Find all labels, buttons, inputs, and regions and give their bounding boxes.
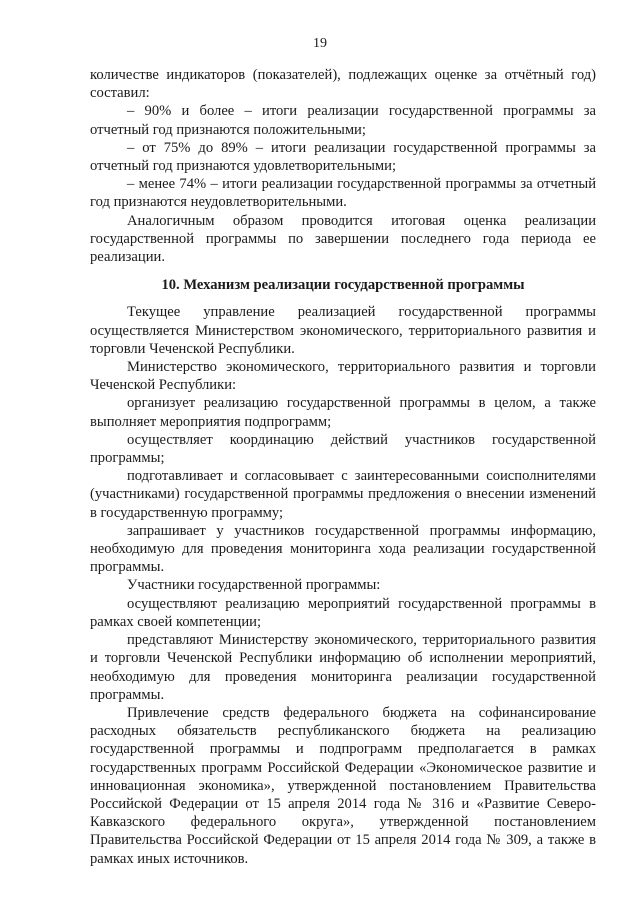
paragraph-current-management: Текущее управление реализацией государственной программы осуществляется Министерством экономического, территориального развития и торговли Чеченской Республики. xyxy=(90,304,596,357)
section-heading: 10. Механизм реализации государственной программы xyxy=(161,277,525,294)
ministry-duty-requests: запрашивает у участников государственной программы информацию, необходимую для проведения мониторинга хода реализации государственной программы. xyxy=(90,522,596,576)
paragraph-participants-intro: Участники государственной программы: xyxy=(127,577,381,594)
paragraph-ministry-intro: Министерство экономического, территориального развития и торговли Чеченской Республики: xyxy=(90,359,596,394)
participants-duty-implement: осуществляют реализацию мероприятий государственной программы в рамках своей компетенции; xyxy=(90,595,596,630)
paragraph-continuation: количестве индикаторов (показателей), подлежащих оценке за отчётный год) составил: xyxy=(90,67,596,102)
page-body xyxy=(90,66,596,868)
list-item-unsatisfactory: – менее 74% – итоги реализации государственной программы за отчетный год признаются неудовлетворительными. xyxy=(90,176,596,211)
page-number: 19 xyxy=(313,36,327,51)
list-item-positive: – 90% и более – итоги реализации государственной программы за отчетный год признаются положительными; xyxy=(90,103,596,138)
paragraph-final-assessment: Аналогичным образом проводится итоговая оценка реализации государственной программы по завершении последнего года периода ее реализации. xyxy=(90,212,596,266)
participants-duty-report: представляют Министерству экономического, территориального развития и торговли Чеченской Республики информацию об исполнении мероприятий, необходимую для проведения мониторинга реализации государственной программы. xyxy=(90,632,596,703)
list-item-satisfactory: – от 75% до 89% – итоги реализации государственной программы за отчетный год признаются удовлетворительными; xyxy=(90,139,596,175)
ministry-duty-coordinates: осуществляет координацию действий участников государственной программы; xyxy=(90,431,596,467)
paragraph-federal-funding: Привлечение средств федерального бюджета на софинансирование расходных обязательств республиканского бюджета на реализацию государственной программы и подпрограмм предполагается в рамках государственных программ Российской Федерации «Экономическое развитие и инновационная экономика», утвержденной постановлением Правительства Российской Федерации от 15 апреля 2014 года № 316 и «Развитие Северо-Кавказского федерального округа», утвержденной постановлением Правительства Российской Федерации от 15 апреля 2014 года № 309, а также в рамках иных источников. xyxy=(90,704,596,867)
ministry-duty-organizes: организует реализацию государственной программы в целом, а также выполняет мероприятия подпрограмм; xyxy=(90,395,596,430)
ministry-duty-prepares: подготавливает и согласовывает с заинтересованными соисполнителями (участниками) государственной программы предложения о внесении изменений в государственную программу; xyxy=(90,468,596,521)
